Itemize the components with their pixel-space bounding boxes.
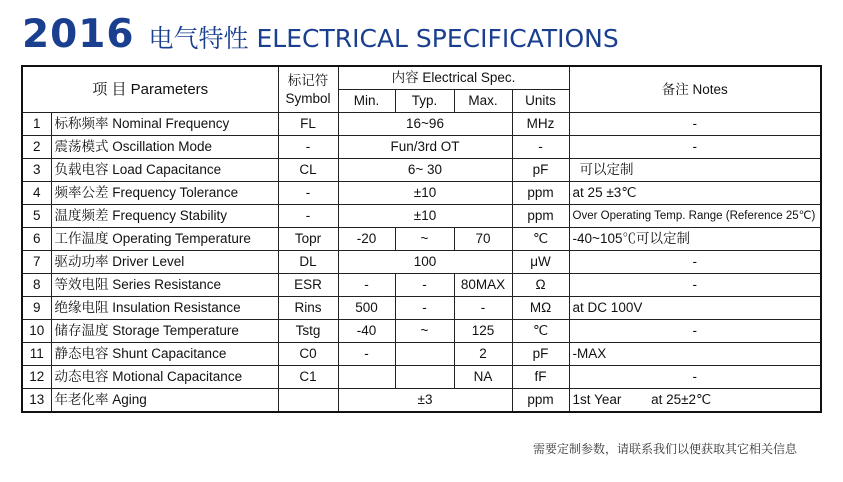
row-number: 11 <box>22 343 51 366</box>
row-parameter: 驱动功率 Driver Level <box>51 251 278 274</box>
table-row <box>22 113 821 136</box>
page-title <box>22 12 619 56</box>
row-notes: - <box>569 136 821 159</box>
row-units: ppm <box>512 182 569 205</box>
row-value: 6~ 30 <box>338 159 512 182</box>
row-number: 13 <box>22 389 51 413</box>
spec-table <box>21 65 822 413</box>
row-units: Ω <box>512 274 569 297</box>
header-max: Max. <box>454 90 512 113</box>
row-number: 4 <box>22 182 51 205</box>
row-notes: - <box>569 113 821 136</box>
row-typ: ~ <box>395 228 454 251</box>
row-typ: - <box>395 297 454 320</box>
row-notes <box>569 389 821 413</box>
row-min: - <box>338 274 395 297</box>
row-units: ℃ <box>512 320 569 343</box>
row-symbol <box>278 389 338 413</box>
row-symbol: Tstg <box>278 320 338 343</box>
row-notes: at 25 ±3℃ <box>569 182 821 205</box>
row-parameter: 年老化率 Aging <box>51 389 278 413</box>
section-heading: 电气特性 ELECTRICAL SPECIFICATIONS <box>148 24 619 53</box>
row-value: 16~96 <box>338 113 512 136</box>
header-units: Units <box>512 90 569 113</box>
row-units: μW <box>512 251 569 274</box>
table-row <box>22 297 821 320</box>
table-row <box>22 389 821 413</box>
header-spec-group: 内容 Electrical Spec. <box>338 66 569 90</box>
row-typ <box>395 343 454 366</box>
row-number: 12 <box>22 366 51 389</box>
table-row <box>22 274 821 297</box>
header-parameters: 项 目 Parameters <box>22 66 278 113</box>
row-symbol: Topr <box>278 228 338 251</box>
row-max: 70 <box>454 228 512 251</box>
row-notes-condition: at 25±2℃ <box>651 392 712 407</box>
header-symbol-cn: 标记符 <box>287 72 329 88</box>
header-typ: Typ. <box>395 90 454 113</box>
footer-note: 需要定制参数，请联系我们以便获取其它相关信息 <box>532 442 797 456</box>
row-symbol: CL <box>278 159 338 182</box>
row-max: - <box>454 297 512 320</box>
row-notes: at DC 100V <box>569 297 821 320</box>
header-min: Min. <box>338 90 395 113</box>
row-units: ℃ <box>512 228 569 251</box>
table-row <box>22 366 821 389</box>
table-row <box>22 320 821 343</box>
row-symbol: C0 <box>278 343 338 366</box>
row-notes: Over Operating Temp. Range (Reference 25℃) <box>569 205 821 228</box>
table-row <box>22 136 821 159</box>
row-parameter: 标称频率 Nominal Frequency <box>51 113 278 136</box>
row-value: ±10 <box>338 205 512 228</box>
row-min: - <box>338 343 395 366</box>
row-parameter: 震荡模式 Oscillation Mode <box>51 136 278 159</box>
model-number: 2016 <box>22 12 135 57</box>
row-symbol: C1 <box>278 366 338 389</box>
row-notes: - <box>569 366 821 389</box>
row-notes: -40~105℃可以定制 <box>569 228 821 251</box>
row-symbol: ESR <box>278 274 338 297</box>
row-symbol: - <box>278 182 338 205</box>
row-symbol: Rins <box>278 297 338 320</box>
header-symbol-en: Symbol <box>285 90 331 106</box>
row-notes: - <box>569 274 821 297</box>
row-number: 7 <box>22 251 51 274</box>
row-notes: - <box>569 251 821 274</box>
row-units: ppm <box>512 389 569 413</box>
row-units: fF <box>512 366 569 389</box>
row-parameter: 负载电容 Load Capacitance <box>51 159 278 182</box>
row-max: 80MAX <box>454 274 512 297</box>
row-typ <box>395 366 454 389</box>
row-max: 125 <box>454 320 512 343</box>
row-max: NA <box>454 366 512 389</box>
row-units: ppm <box>512 205 569 228</box>
row-parameter: 绝缘电阻 Insulation Resistance <box>51 297 278 320</box>
row-units: MΩ <box>512 297 569 320</box>
table-row <box>22 159 821 182</box>
row-symbol: - <box>278 205 338 228</box>
row-min: -40 <box>338 320 395 343</box>
row-number: 9 <box>22 297 51 320</box>
row-number: 8 <box>22 274 51 297</box>
row-notes: 可以定制 <box>569 159 821 182</box>
table-row <box>22 251 821 274</box>
table-row <box>22 343 821 366</box>
row-min <box>338 366 395 389</box>
row-units: - <box>512 136 569 159</box>
row-parameter: 等效电阻 Series Resistance <box>51 274 278 297</box>
row-notes: -MAX <box>569 343 821 366</box>
row-parameter: 温度频差 Frequency Stability <box>51 205 278 228</box>
row-min: -20 <box>338 228 395 251</box>
row-typ: ~ <box>395 320 454 343</box>
row-parameter: 频率公差 Frequency Tolerance <box>51 182 278 205</box>
row-number: 2 <box>22 136 51 159</box>
header-row-1 <box>22 66 821 90</box>
header-symbol <box>278 66 338 113</box>
row-typ: - <box>395 274 454 297</box>
row-value: ±3 <box>338 389 512 413</box>
row-notes: - <box>569 320 821 343</box>
row-units: pF <box>512 343 569 366</box>
row-min: 500 <box>338 297 395 320</box>
row-units: MHz <box>512 113 569 136</box>
row-max: 2 <box>454 343 512 366</box>
table-row <box>22 228 821 251</box>
row-notes-period: 1st Year <box>572 392 622 407</box>
row-number: 3 <box>22 159 51 182</box>
row-parameter: 工作温度 Operating Temperature <box>51 228 278 251</box>
row-number: 1 <box>22 113 51 136</box>
row-parameter: 静态电容 Shunt Capacitance <box>51 343 278 366</box>
header-notes: 备注 Notes <box>569 66 821 113</box>
row-symbol: FL <box>278 113 338 136</box>
row-number: 5 <box>22 205 51 228</box>
row-parameter: 动态电容 Motional Capacitance <box>51 366 278 389</box>
row-number: 6 <box>22 228 51 251</box>
row-parameter: 储存温度 Storage Temperature <box>51 320 278 343</box>
row-symbol: DL <box>278 251 338 274</box>
row-symbol: - <box>278 136 338 159</box>
row-value: ±10 <box>338 182 512 205</box>
row-number: 10 <box>22 320 51 343</box>
row-units: pF <box>512 159 569 182</box>
row-value: Fun/3rd OT <box>338 136 512 159</box>
table-row <box>22 205 821 228</box>
row-value: 100 <box>338 251 512 274</box>
table-row <box>22 182 821 205</box>
